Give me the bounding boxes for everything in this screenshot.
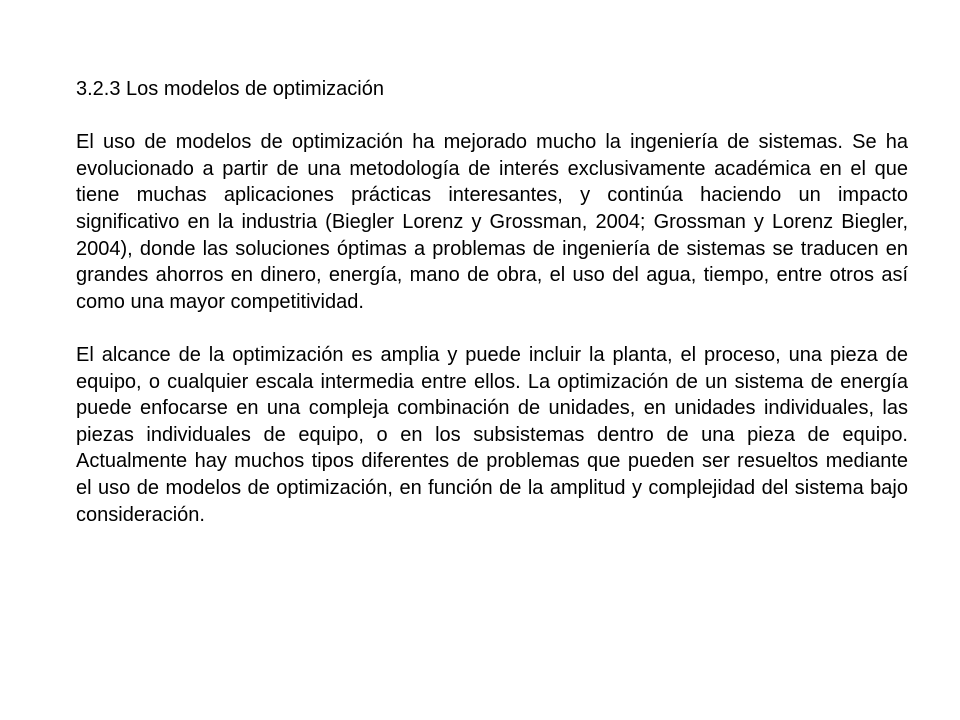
section-heading: 3.2.3 Los modelos de optimización: [76, 78, 384, 100]
document-body: [76, 76, 908, 555]
paragraph-2: El alcance de la optimización es amplia y puede incluir la planta, el proceso, una pieza de equipo, o cualquier escala intermedia entre ellos. La optimización de un sistema de energía puede enfocarse en una compleja combinación de unidades, en unidades individuales, las piezas individuales de equipo, o en los subsistemas dentro de una pieza de equipo. Actualmente hay muchos tipos diferentes de problemas que pueden ser resueltos mediante el uso de modelos de optimización, en función de la amplitud y complejidad del sistema bajo consideración.: [76, 343, 908, 526]
paragraph-1: El uso de modelos de optimización ha mejorado mucho la ingeniería de sistemas. Se ha evolucionado a partir de una metodología de interés exclusivamente académica en el que tiene muchas aplicaciones prácticas interesantes, y continúa haciendo un impacto significativo en la industria (Biegler Lorenz y Grossman, 2004; Grossman y Lorenz Biegler, 2004), donde las soluciones óptimas a problemas de ingeniería de sistemas se traducen en grandes ahorros en dinero, energía, mano de obra, el uso del agua, tiempo, entre otros así como una mayor competitividad.: [76, 131, 908, 313]
